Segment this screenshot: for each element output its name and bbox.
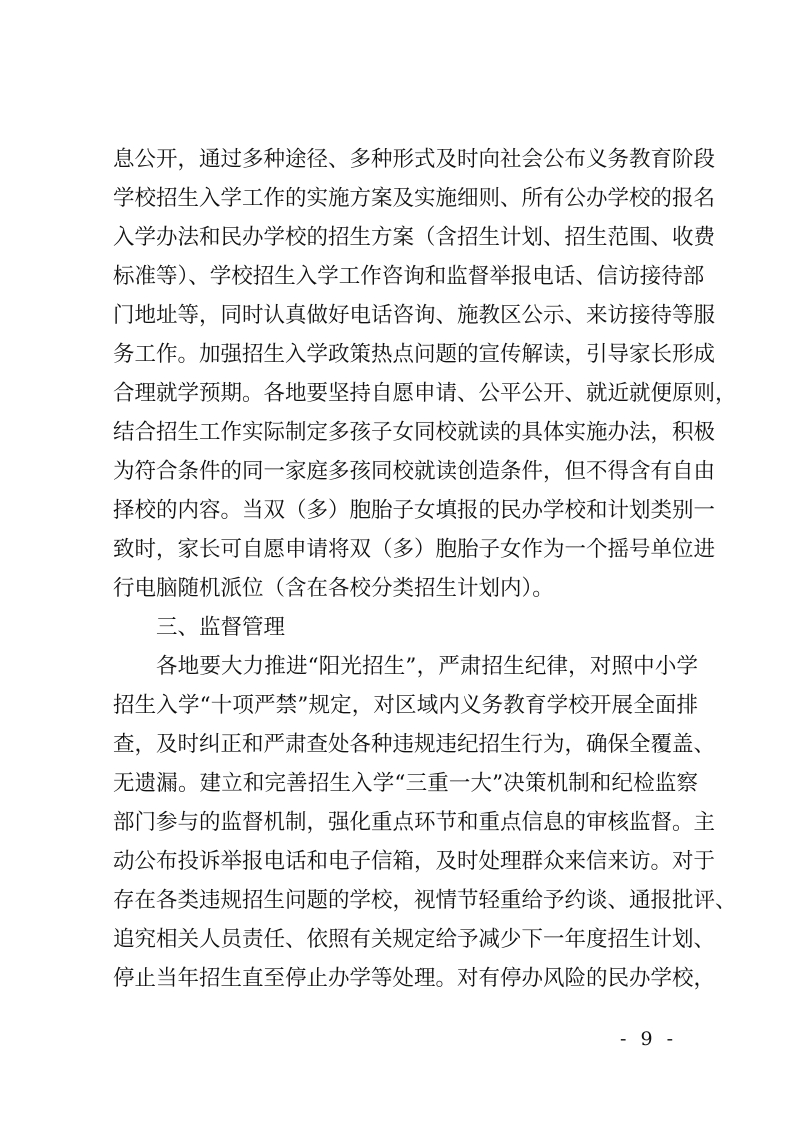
paragraph-line: 存在各类违规招生问题的学校，视情节轻重给予约谈、通报批评、 xyxy=(113,888,737,913)
paragraph-line: 停止当年招生直至停止办学等处理。对有停办风险的民办学校， xyxy=(113,966,716,991)
paragraph-line: 标准等）、学校招生入学工作咨询和监督举报电话、信访接待部 xyxy=(113,264,705,289)
paragraph-line: 查，及时纠正和严肃查处各种违规违纪招生行为，确保全覆盖、 xyxy=(113,732,716,757)
paragraph-line: 行电脑随机派位（含在各校分类招生计划内）。 xyxy=(113,576,554,601)
paragraph-line: 门地址等，同时认真做好电话咨询、施教区公示、来访接待等服 xyxy=(113,303,716,328)
paragraph-line: 为符合条件的同一家庭多孩同校就读创造条件，但不得含有自由 xyxy=(113,459,716,484)
page-number: - 9 - xyxy=(619,1028,677,1050)
paragraph-line: 追究相关人员责任、依照有关规定给予减少下一年度招生计划、 xyxy=(113,927,716,952)
paragraph-line: 动公布投诉举报电话和电子信箱，及时处理群众来信来访。对于 xyxy=(113,849,716,874)
body-text xyxy=(113,140,737,998)
paragraph-line: 学校招生入学工作的实施方案及实施细则、所有公办学校的报名 xyxy=(113,186,716,211)
paragraph-line: 择校的内容。当双（多）胞胎子女填报的民办学校和计划类别一 xyxy=(113,498,716,523)
paragraph-line: 致时，家长可自愿申请将双（多）胞胎子女作为一个摇号单位进 xyxy=(113,537,716,562)
paragraph-line: 无遗漏。建立和完善招生入学“三重一大”决策机制和纪检监察 xyxy=(113,771,698,796)
paragraph-line: 合理就学预期。各地要坚持自愿申请、公平公开、就近就便原则， xyxy=(113,381,737,406)
paragraph-1 xyxy=(113,140,737,608)
paragraph-line: 部门参与的监督机制，强化重点环节和重点信息的审核监督。主 xyxy=(113,810,716,835)
paragraph-line: 各地要大力推进“阳光招生”，严肃招生纪律，对照中小学 xyxy=(156,654,698,679)
paragraph-line: 务工作。加强招生入学政策热点问题的宣传解读，引导家长形成 xyxy=(113,342,716,367)
paragraph-2 xyxy=(113,647,737,998)
paragraph-line: 结合招生工作实际制定多孩子女同校就读的具体实施办法，积极 xyxy=(113,420,716,445)
paragraph-line: 息公开，通过多种途径、多种形式及时向社会公布义务教育阶段 xyxy=(113,147,716,172)
paragraph-line: 招生入学“十项严禁”规定，对区域内义务教育学校开展全面排 xyxy=(113,693,698,718)
section-heading: 三、监督管理 xyxy=(156,615,286,640)
paragraph-line: 入学办法和民办学校的招生方案（含招生计划、招生范围、收费 xyxy=(113,225,716,250)
